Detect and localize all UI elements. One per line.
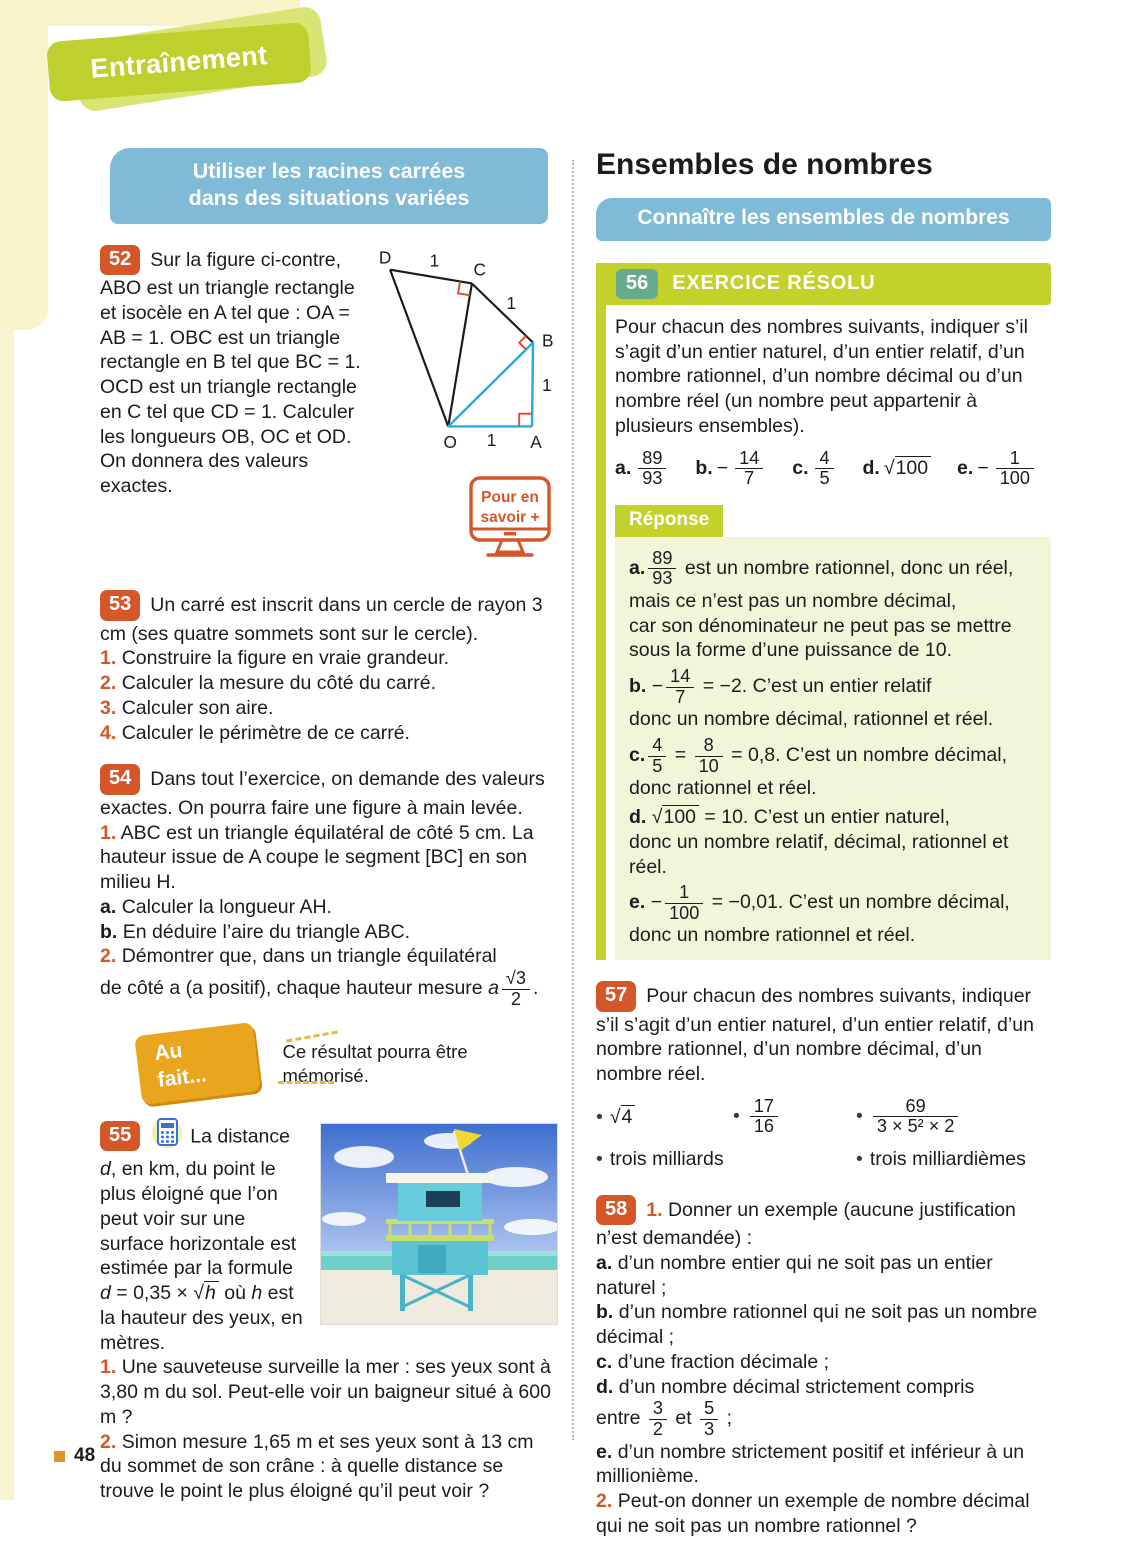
right-column [596,146,1051,1559]
au-fait-note [138,1029,558,1098]
bullet-item-milliards: • trois milliards [596,1147,724,1170]
calculator-icon [150,1115,184,1156]
solved-exercise-header [606,263,1051,305]
item-marker: b. [596,1301,614,1324]
item-marker: b. [100,920,118,943]
exercise-54-intro: Dans tout l’exercice, on demande des valeurs exactes. On pourra faire une figure à main levée. [100,768,545,819]
item-marker: 2. [100,945,117,968]
item-marker: 3. [100,696,117,719]
exercise-56 [596,263,1051,960]
item-text: Une sauveteuse surveille la mer : ses yeux sont à 3,80 m du sol. Peut-elle voir un baigneur situé à 600 m ? [100,1356,551,1428]
variable-a: a [488,977,499,1000]
column-divider [572,160,574,1440]
item-marker: 1. [100,821,117,844]
solved-exercise-title: EXERCICE RÉSOLU [672,272,876,295]
item-marker: 2. [100,672,117,695]
item-text: Peut-on donner un exemple de nombre décimal qui ne soit pas un nombre rationnel ? [596,1490,1030,1537]
item-text: d’un nombre strictement positif et inférieur à un millionième. [596,1440,1025,1488]
figure-len-ab: 1 [542,374,552,395]
page-number-square [54,1451,65,1462]
answer-a: a. $\frac{89}{93}$ est un nombre rationnel, donc un réel, mais ce n’est pas un nombre décimal, car son dénominateur ne peut pas se mettre sous la forme d’une puissance de 10. [629,547,1014,662]
exercise-58-q1: Donner un exemple (aucune justification n’est demandée) : [596,1198,1016,1250]
exercise-52-text: Sur la figure ci-contre, ABO est un triangle rectangle et isocèle en A tel que : OA = AB = 1. OBC est un triangle rectangle en B tel que BC = 1. OCD est un triangle rectangle en C tel que CD = 1. Calculer les longueurs OB, OC et OD. On donnera des valeurs exactes. [100,248,361,498]
item-text: Calculer le périmètre de ce carré. [121,721,410,744]
item-marker: c. [596,1350,613,1373]
number-item-c: c. $\frac{4}{5}$ [792,449,836,489]
chapter-title: Ensembles de nombres [596,148,933,181]
exercise-57-badge: 57 [596,981,636,1011]
exercise-56-statement: Pour chacun des nombres suivants, indiquer s’il s’agit d’un entier naturel, d’un entier relatif, d’un nombre rationnel, d’un nombre décimal ou d’un nombre réel (un nombre peut appartenir à plusieurs ensembles). [615,315,1028,437]
item-text: ABC est un triangle équilatéral de côté 5 cm. La hauteur issue de A coupe le segment [BC] en son milieu H. [100,821,534,894]
item-text: d’un nombre entier qui ne soit pas un entier naturel ; [596,1251,993,1299]
dashed-decoration [278,1081,334,1084]
answer-e: e. − $\frac{1}{100}$ = −0,01. C’est un nombre décimal, donc un nombre rationnel et réel. [629,882,1010,947]
item-text: de côté a (a positif), chaque hauteur mesure [100,977,489,1000]
exercise-52 [100,246,558,572]
exercise-58: 58 1. Donner un exemple (aucune justification n’est demandée) : a. d’un nombre entier qui ne soit pas un entier naturel ; b. d’un nombre rationnel qui ne soit pas un nombre décimal ; c. d’une fraction décimale ; d. d’un nombre décimal strictement compris entre $\frac{3}{2}$ et $\frac{5}{3}$ ; e. d’un nombre strictement positif et inférieur à un millionième. 2. Peut-on donner un exemple de nombre décimal qui ne soit pas un nombre rationnel ? [596,1196,1051,1539]
pour-en-savoir-plus-link[interactable] [468,475,554,572]
au-fait-text: Ce résultat pourra être mémorisé. [282,1041,468,1086]
item-text: Calculer la mesure du côté du carré. [121,672,437,695]
sqrt-h: √h [193,1281,219,1304]
bullet-grid [596,1097,1051,1172]
figure-label-B: B [542,330,554,351]
fraction-sqrt3-2: $\frac{√3}{2}$ [502,969,530,1009]
numbers-row [615,439,1051,493]
exercise-53-badge: 53 [100,590,140,620]
reponse-label: Réponse [615,505,723,537]
answer-d: d. √100 = 10. C’est un entier naturel, donc un nombre relatif, décimal, rationnel et réel. [629,806,1009,878]
exercise-53-intro: Un carré est inscrit dans un cercle de rayon 3 cm (ses quatre sommets sont sur le cercle). [100,594,543,645]
page-number: 48 [54,1444,95,1468]
answer-c: c. $\frac{4}{5}$ = $\frac{8}{10}$ = 0,8. C’est un nombre décimal, donc rationnel et réel. [629,735,1008,800]
exercise-57 [596,982,1051,1172]
entrainement-banner [20,8,340,118]
exercise-58-badge: 58 [596,1195,636,1225]
savoir-line2: savoir + [480,508,540,526]
fraction-5-3: $\frac{5}{3}$ [700,1399,718,1439]
number-item-d: d. √100 [863,456,932,481]
section-header-ensembles: Connaître les ensembles de nombres [596,198,1051,241]
figure-label-D: D [378,247,392,268]
item-marker: d. [596,1375,614,1398]
exercise-55-badge: 55 [100,1121,140,1151]
number-item-b: b. − $\frac{14}{7}$ [695,449,766,489]
figure-label-O: O [443,431,457,452]
section-header-line1: Utiliser les racines carrées [192,159,466,183]
item-text: d’un nombre rationnel qui ne soit pas un nombre décimal ; [596,1301,1038,1349]
savoir-line1: Pour en [481,488,539,506]
item-marker: 2. [596,1490,613,1512]
item-marker: 4. [100,721,117,744]
item-marker: e. [596,1440,613,1463]
item-marker: 2. [100,1430,117,1453]
exercise-56-badge: 56 [616,269,658,299]
item-text: Calculer son aire. [121,696,274,719]
exercise-53 [100,591,558,745]
exercise-52-badge: 52 [100,245,140,275]
item-text: En déduire l’aire du triangle ABC. [122,920,411,943]
bullet-item-milliardiemes: • trois milliardièmes [856,1147,1026,1170]
bullet-item-17-16: • $\frac{17}{16}$ [733,1097,856,1137]
figure-label-C: C [473,259,487,280]
item-marker: a. [100,895,117,918]
item-marker: a. [596,1251,613,1274]
lifeguard-beach-photo [320,1117,558,1356]
item-marker: 1. [100,1356,117,1379]
bullet-item-69: • $\frac{69}{\text{3 × 5² × 2}}$ [856,1097,1051,1137]
number-item-a: a. $\frac{89}{93}$ [615,449,669,489]
au-fait-ribbon: Au fait... [134,1022,260,1105]
triangle-figure [370,246,558,458]
item-text: Calculer la longueur AH. [121,895,332,918]
bullet-item-sqrt4: • √4 [596,1105,733,1130]
item-text: Démontrer que, dans un triangle équilatéral [121,945,497,968]
answer-b: b. − $\frac{14}{7}$ = −2. C’est un entier relatif donc un nombre décimal, rationnel et réel. [629,666,994,731]
answer-box [615,537,1051,960]
exercise-54-badge: 54 [100,764,140,794]
exercise-55: 55 La distance d, en km, du point le plus éloigné que l’on peut voir sur une surface horizontale est estimée par la formule d = 0,35 × √h où h est la hauteur des yeux, en mètres. 1. Une sauveteuse surveille la mer : ses yeux sont à 3,80 m du sol. Peut-elle voir un baigneur situé à 600 m ? 2. Simon mesure 1,65 m et ses yeux sont à 13 cm du sommet de son crâne : à quelle distance se trouve le point le plus éloigné qu’il peut voir ? [100,1117,558,1504]
item-text: d’une fraction décimale ; [617,1350,830,1373]
banner-label: Entraînement [89,39,269,84]
item-marker: 1. [100,647,117,670]
figure-len-oa: 1 [486,429,497,450]
left-column [100,148,558,1524]
fraction-3-2: $\frac{3}{2}$ [649,1399,667,1439]
section-header-line2: dans des situations variées [188,185,470,210]
number-item-e: e. − $\frac{1}{100}$ [957,449,1037,489]
banner-main-shape [46,22,312,102]
figure-len-dc: 1 [429,250,440,271]
figure-label-A: A [530,431,542,452]
item-text: d’un nombre décimal strictement compris [618,1375,975,1398]
section-header-racines [110,148,548,224]
item-text: Construire la figure en vraie grandeur. [121,647,450,670]
exercise-57-statement: Pour chacun des nombres suivants, indiquer s’il s’agit d’un entier naturel, d’un entier relatif, d’un nombre rationnel, d’un nombre décimal, d’un nombre réel. [596,985,1034,1086]
monitor-icon [468,475,554,565]
exercise-54: 54 Dans tout l’exercice, on demande des valeurs exactes. On pourra faire une figure à main levée. 1. ABC est un triangle équilatéral de côté 5 cm. La hauteur issue de A coupe le segment [BC] en son milieu H. a. Calculer la longueur AH. b. En déduire l’aire du triangle ABC. 2. Démontrer que, dans un triangle équilatéral de côté a (a positif), chaque hauteur mesure a $\frac{√3}{2}$ . [100,765,558,1009]
figure-len-cb: 1 [506,292,517,313]
item-text: Simon mesure 1,65 m et ses yeux sont à 13 cm du sommet de son crâne : à quelle distance se trouve le point le plus éloigné qu’il peut voir ? [100,1430,534,1502]
